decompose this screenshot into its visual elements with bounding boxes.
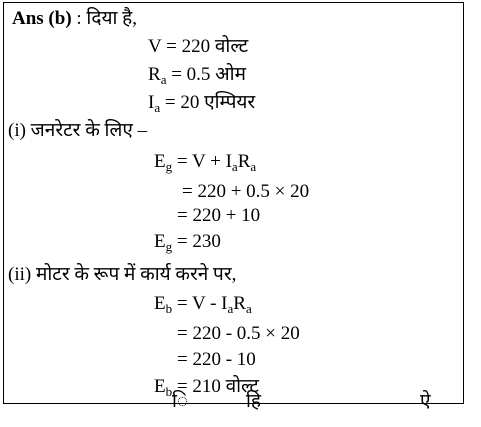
motor-emf-equation: $E_b = V - I_aR_a$ bbox=[154, 293, 252, 316]
cropped-text-fragment: ि bbox=[172, 391, 189, 412]
generator-heading: (i) जनरेटर के लिए – bbox=[8, 120, 148, 141]
motor-step-2: = 220 - 10 bbox=[177, 349, 256, 370]
given-armature-current: $I_a = 20$ एम्पियर bbox=[148, 92, 256, 115]
answer-box bbox=[3, 2, 464, 404]
given-label: : दिया है, bbox=[71, 8, 137, 29]
generator-step-2: = 220 + 10 bbox=[177, 205, 261, 226]
generator-result: $E_g = 230$ bbox=[154, 231, 221, 254]
generator-step-1: = 220 + 0.5 × 20 bbox=[182, 181, 310, 202]
motor-heading: (ii) मोटर के रूप में कार्य करने पर, bbox=[8, 264, 237, 285]
generator-emf-equation: $E_g = V + I_aR_a$ bbox=[154, 151, 257, 174]
answer-heading bbox=[12, 8, 137, 30]
cropped-text-fragment: हि bbox=[246, 391, 262, 412]
motor-step-1: = 220 - 0.5 × 20 bbox=[177, 323, 300, 344]
motor-result: $E_b = 210$ वोल्ट bbox=[154, 376, 259, 399]
given-armature-resistance: $R_a = 0.5$ ओम bbox=[148, 64, 246, 87]
given-voltage: V = 220 वोल्ट bbox=[148, 36, 249, 57]
cropped-text-fragment: ऐ bbox=[420, 391, 431, 412]
answer-label: Ans (b) bbox=[12, 8, 72, 29]
